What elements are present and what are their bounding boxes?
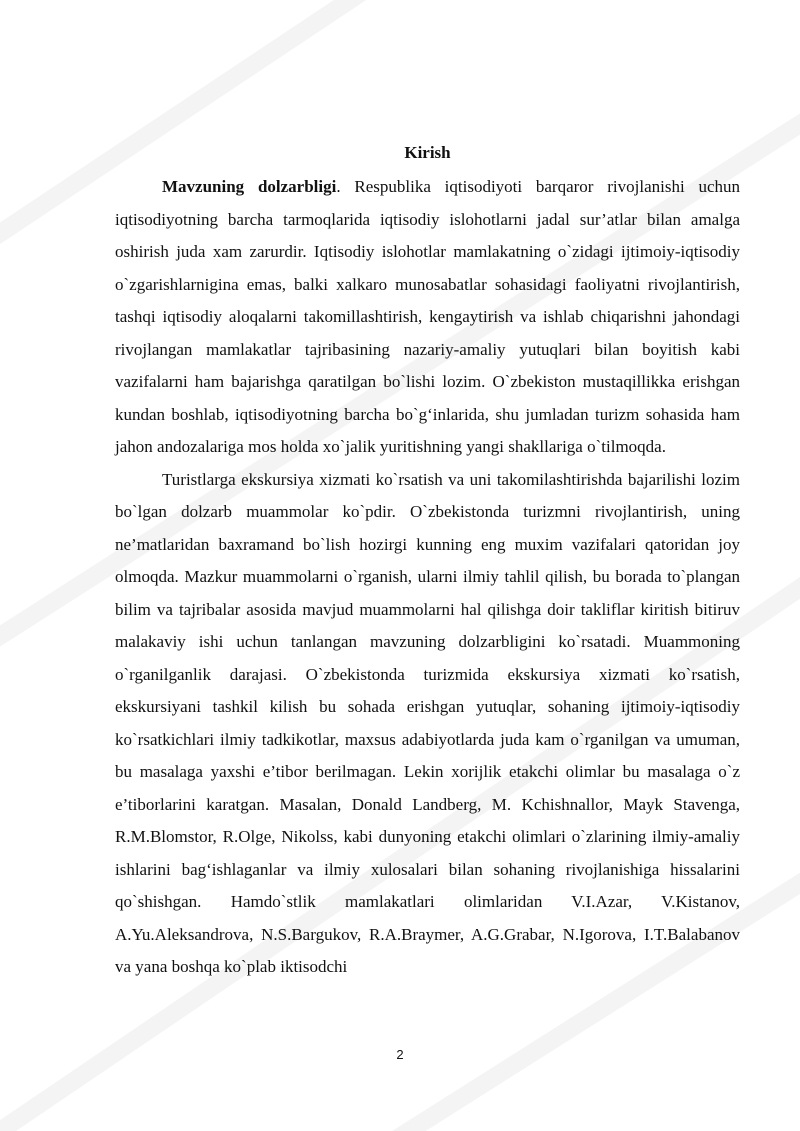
page-number: 2 xyxy=(396,1047,404,1062)
document-body xyxy=(115,142,740,984)
paragraph-lead: Mavzuning dolzarbligi xyxy=(162,177,337,196)
section-title: Kirish xyxy=(404,143,451,162)
paragraph-text: . Respublika iqtisodiyoti barqaror rivojlanishi uchun iqtisodiyotning barcha tarmoqlarida iqtisodiy islohotlarni jadal sur’atlar bilan amalga oshirish juda xam zarurdir. Iqtisodiy islohotlar mamlakatning o`zidagi ijtimoiy-iqtisodiy o`zgarishlarnigina emas, balki xalkaro munosabatlar sohasidagi faoliyatni rivojlantirish, tashqi iqtisodiy aloqalarni takomillashtirish, kengaytirish va ishlab chiqarishni jahondagi rivojlangan mamlakatlar tajribasining nazariy-amaliy yutuqlari bilan boyitish kabi vazifalarni ham bajarishga qaratilgan bo`lishi lozim. O`zbekiston mustaqillikka erishgan kundan boshlab, iqtisodiyotning barcha bo`g‘inlarida, shu jumladan turizm sohasida ham jahon andozalariga mos holda xo`jalik yuritishning yangi shakllariga o`tilmoqda. xyxy=(115,177,740,456)
paragraph-text: Turistlarga ekskursiya xizmati ko`rsatish va uni takomilashtirishda bajarilishi lozim bo`lgan dolzarb muammolar ko`pdir. O`zbekistonda turizmni rivojlantirish, uning ne’matlaridan baxramand bo`lish hozirgi kunning eng muxim vazifalari qatoridan joy olmoqda. Mazkur muammolarni o`rganish, ularni ilmiy tahlil qilish, bu borada to`plangan bilim va tajribalar asosida mavjud muammolarni hal qilishga doir takliflar kiritish bitiruv malakaviy ishi uchun tanlangan mavzuning dolzarbligini ko`rsatadi. Muammoning o`rganilganlik darajasi. O`zbekistonda turizmida ekskursiya xizmati ko`rsatish, ekskursiyani tashkil kilish bu sohada erishgan yutuqlar, sohaning ijtimoiy-iqtisodiy ko`rsatkichlari ilmiy tadkikotlar, maxsus adabiyotlarda juda kam o`rganilgan va umuman, bu masalaga yaxshi e’tibor berilmagan. Lekin xorijlik etakchi olimlar bu masalaga o`z e’tiborlarini karatgan. Masalan, Donald Landberg, M. Kchishnallor, Mayk Stavenga, R.M.Blomstor, R.Olge, Nikolss, kabi dunyoning etakchi olimlari o`zlarining ilmiy-amaliy ishlarini bag‘ishlaganlar va ilmiy xulosalari bilan sohaning rivojlanishiga hissalarini qo`shishgan. Hamdo`stlik mamlakatlari olimlaridan V.I.Azar, V.Kistanov, A.Yu.Aleksandrova, N.S.Bargukov, R.A.Braymer, A.G.Grabar, N.Igorova, I.T.Balabanov va yana boshqa ko`plab iktisodchi xyxy=(115,469,740,976)
paragraph-relevance xyxy=(115,171,740,464)
paragraph-excursion xyxy=(115,464,740,984)
